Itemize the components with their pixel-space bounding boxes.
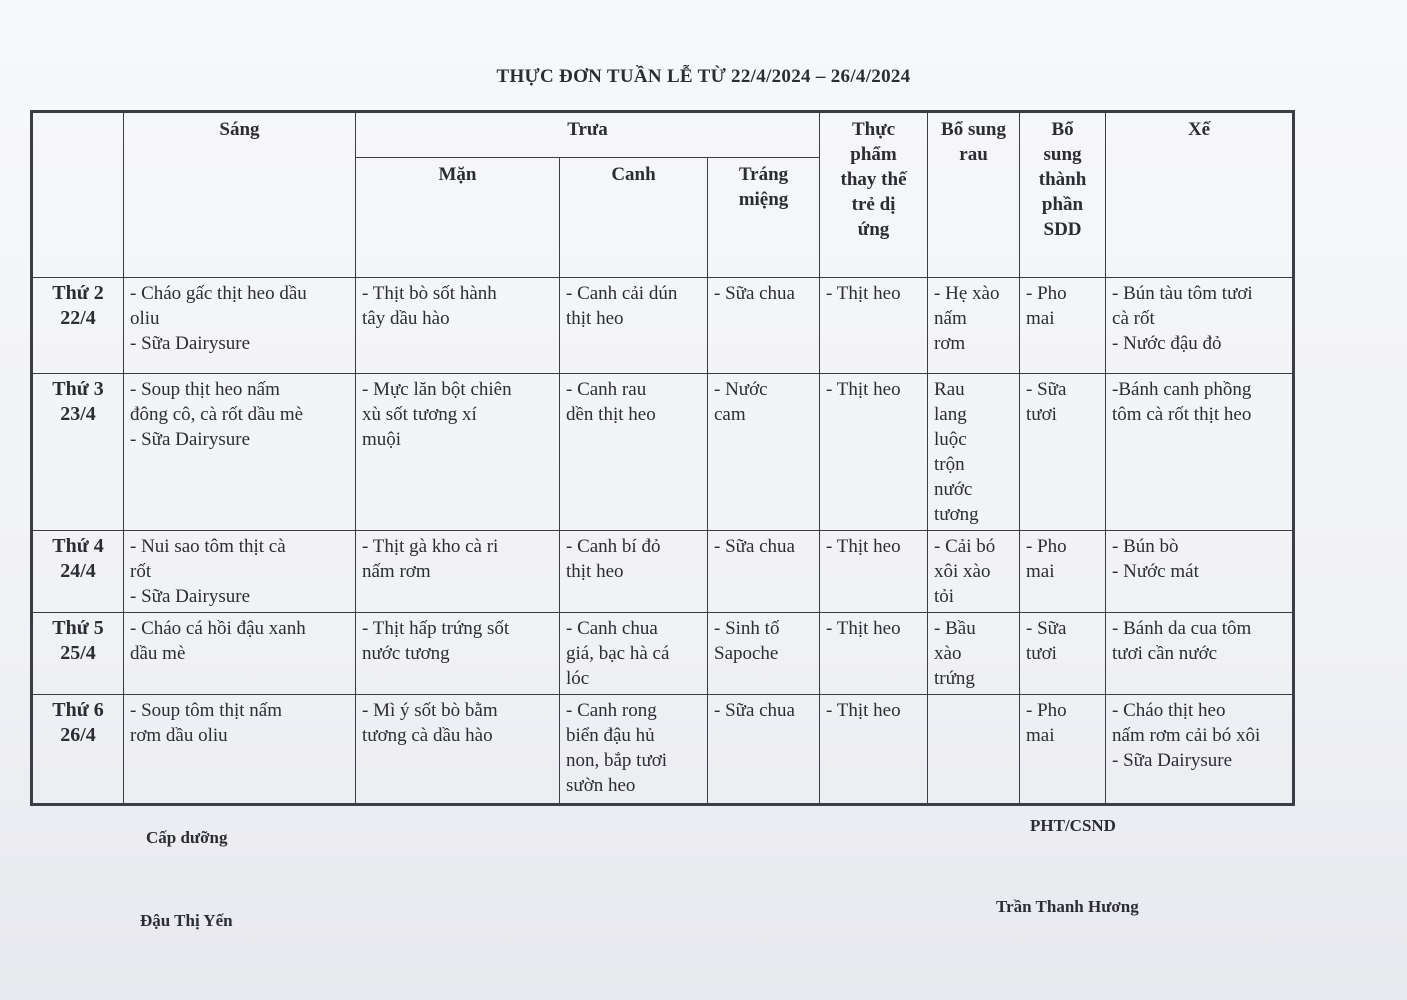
cell-line: oliu <box>130 308 160 329</box>
cell-line: - Mì ý sốt bò bằm <box>362 700 498 721</box>
header-day <box>32 112 124 278</box>
cell-line: - Cháo thịt heo <box>1112 700 1226 721</box>
header-man: Mặn <box>356 158 560 278</box>
cell-bo-sung-rau <box>928 531 1020 613</box>
cell-line: - Sữa chua <box>714 700 795 721</box>
cell-line: thành <box>1038 169 1087 190</box>
cell-line: - Bầu <box>934 618 976 639</box>
cell-line: luộc <box>934 429 967 450</box>
cell-line: thay thế <box>840 169 907 190</box>
cell-line: xôi xào <box>934 561 991 582</box>
cell-line: - Thịt heo <box>826 379 901 400</box>
signature-left-name: Đậu Thị Yến <box>140 911 233 930</box>
cell-line: miệng <box>738 189 789 210</box>
cell-man <box>356 613 560 695</box>
cell-line: - Canh bí đỏ <box>566 536 661 557</box>
cell-line: - Pho <box>1026 536 1067 557</box>
cell-line: tương <box>934 504 979 525</box>
cell-line: - Bún bò <box>1112 536 1179 557</box>
cell-line: mai <box>1026 308 1055 329</box>
day-label: Thứ 5 <box>52 617 104 639</box>
cell-line: phần <box>1041 194 1084 215</box>
cell-line: - Thịt bò sốt hành <box>362 283 497 304</box>
cell-line: lóc <box>566 668 590 689</box>
cell-line: - Pho <box>1026 283 1067 304</box>
cell-line: - Sữa Dairysure <box>130 333 251 354</box>
cell-line: tây dầu hào <box>362 308 450 329</box>
cell-line: đông cô, cà rốt dầu mè <box>130 404 304 425</box>
cell-line: - Thịt heo <box>826 536 901 557</box>
day-label: Thứ 2 <box>52 282 104 304</box>
cell-line: - Canh chua <box>566 618 658 639</box>
cell-line: nước tương <box>362 643 450 664</box>
cell-canh <box>560 613 708 695</box>
cell-line: rau <box>959 144 988 165</box>
header-canh: Canh <box>560 158 708 278</box>
cell-line: - Mực lăn bột chiên <box>362 379 512 400</box>
cell-day <box>32 613 124 695</box>
cell-line: - Cải bó <box>934 536 996 557</box>
cell-xe <box>1106 613 1294 695</box>
cell-line: tương cà dầu hào <box>362 725 493 746</box>
cell-man <box>356 695 560 805</box>
cell-sang <box>124 531 356 613</box>
header-bo-sung-sdd <box>1020 112 1106 278</box>
cell-man <box>356 531 560 613</box>
cell-line: mai <box>1026 561 1055 582</box>
cell-thay-the <box>820 613 928 695</box>
cell-line: rơm dầu oliu <box>130 725 228 746</box>
cell-trang-mieng <box>708 278 820 374</box>
cell-line: - Cháo gấc thịt heo dầu <box>130 283 307 304</box>
day-date: 25/4 <box>60 642 96 664</box>
cell-line: rơm <box>934 333 966 354</box>
cell-line: Tráng <box>738 164 789 185</box>
cell-man <box>356 374 560 531</box>
cell-day <box>32 374 124 531</box>
day-date: 23/4 <box>60 403 96 425</box>
cell-bo-sung-rau <box>928 695 1020 805</box>
cell-canh <box>560 278 708 374</box>
cell-line: - Cháo cá hồi đậu xanh <box>130 618 306 639</box>
cell-line: Bổ sung <box>941 119 1006 140</box>
table-row <box>32 278 1294 374</box>
cell-sang <box>124 278 356 374</box>
header-thuc-pham-thay-the <box>820 112 928 278</box>
cell-sang <box>124 613 356 695</box>
cell-line: ứng <box>857 219 890 240</box>
cell-line: giá, bạc hà cá <box>566 643 670 664</box>
cell-xe <box>1106 374 1294 531</box>
cell-line: trẻ dị <box>851 194 896 215</box>
cell-line: non, bắp tươi <box>566 750 668 771</box>
day-date: 24/4 <box>60 560 96 582</box>
cell-day <box>32 695 124 805</box>
cell-sang <box>124 695 356 805</box>
header-trua: Trưa <box>356 112 820 158</box>
cell-line: mai <box>1026 725 1055 746</box>
cell-line: SDD <box>1043 219 1082 240</box>
cell-line: - Nui sao tôm thịt cà <box>130 536 286 557</box>
cell-line: lang <box>934 404 967 425</box>
cell-sang <box>124 374 356 531</box>
cell-canh <box>560 374 708 531</box>
cell-line: - Sinh tố <box>714 618 780 639</box>
cell-trang-mieng <box>708 374 820 531</box>
cell-line: - Sữa chua <box>714 283 795 304</box>
cell-line: tươi cần nước <box>1112 643 1218 664</box>
cell-bo-sung-rau <box>928 278 1020 374</box>
cell-line: tôm cà rốt thịt heo <box>1112 404 1252 425</box>
cell-line: - Sữa <box>1026 379 1067 400</box>
cell-line: - Hẹ xào <box>934 283 1000 304</box>
cell-line: - Nước <box>714 379 768 400</box>
cell-line: sung <box>1043 144 1082 165</box>
cell-line: Thực <box>851 119 896 140</box>
day-label: Thứ 3 <box>52 378 104 400</box>
table-row <box>32 531 1294 613</box>
cell-canh <box>560 531 708 613</box>
cell-bo-sung-sdd <box>1020 374 1106 531</box>
cell-line: cam <box>714 404 746 425</box>
cell-line: - Sữa Dairysure <box>130 429 251 450</box>
cell-trang-mieng <box>708 531 820 613</box>
cell-line: trộn <box>934 454 965 475</box>
day-label: Thứ 4 <box>52 535 104 557</box>
cell-canh <box>560 695 708 805</box>
signature-left-title: Cấp dưỡng <box>146 828 228 847</box>
cell-bo-sung-sdd <box>1020 531 1106 613</box>
cell-line: - Canh rong <box>566 700 657 721</box>
cell-line: tỏi <box>934 586 955 607</box>
cell-line: - Bún tàu tôm tươi <box>1112 283 1253 304</box>
table-row <box>32 695 1294 805</box>
cell-line: thịt heo <box>566 308 624 329</box>
cell-line: Rau <box>934 379 965 400</box>
cell-day <box>32 278 124 374</box>
cell-line: - Nước đậu đỏ <box>1112 333 1222 354</box>
cell-line: - Soup thịt heo nấm <box>130 379 280 400</box>
cell-thay-the <box>820 278 928 374</box>
cell-xe <box>1106 278 1294 374</box>
cell-bo-sung-rau <box>928 613 1020 695</box>
cell-line: - Canh cải dún <box>566 283 678 304</box>
cell-bo-sung-sdd <box>1020 695 1106 805</box>
cell-thay-the <box>820 531 928 613</box>
header-bo-sung-rau <box>928 112 1020 278</box>
cell-bo-sung-sdd <box>1020 613 1106 695</box>
cell-line: xù sốt tương xí <box>362 404 477 425</box>
cell-line: - Thịt hấp trứng sốt <box>362 618 510 639</box>
cell-bo-sung-rau <box>928 374 1020 531</box>
cell-line: tươi <box>1026 404 1057 425</box>
cell-line: - Sữa Dairysure <box>130 586 251 607</box>
cell-line: tươi <box>1026 643 1057 664</box>
cell-line: - Thịt heo <box>826 618 901 639</box>
page-title: THỰC ĐƠN TUẦN LỄ TỪ 22/4/2024 – 26/4/2024 <box>496 66 911 87</box>
cell-line: - Thịt heo <box>826 283 901 304</box>
cell-line: rốt <box>130 561 152 582</box>
signature-right-title: PHT/CSND <box>1030 816 1116 835</box>
cell-line: - Bánh da cua tôm <box>1112 618 1252 639</box>
cell-line: - Thịt heo <box>826 700 901 721</box>
cell-line: trứng <box>934 668 975 689</box>
menu-body <box>32 278 1294 805</box>
cell-trang-mieng <box>708 695 820 805</box>
cell-line: thịt heo <box>566 561 624 582</box>
cell-line: - Thịt gà kho cà ri <box>362 536 499 557</box>
day-date: 26/4 <box>60 724 96 746</box>
cell-line: - Soup tôm thịt nấm <box>130 700 282 721</box>
cell-line: - Pho <box>1026 700 1067 721</box>
cell-line: nấm rơm <box>362 561 431 582</box>
cell-thay-the <box>820 695 928 805</box>
cell-xe <box>1106 531 1294 613</box>
day-label: Thứ 6 <box>52 699 104 721</box>
cell-trang-mieng <box>708 613 820 695</box>
cell-line: sườn heo <box>566 775 636 796</box>
cell-thay-the <box>820 374 928 531</box>
cell-line: nước <box>934 479 973 500</box>
cell-line: - Nước mát <box>1112 561 1199 582</box>
cell-line: nấm <box>934 308 967 329</box>
day-date: 22/4 <box>60 307 96 329</box>
cell-line: - Sữa chua <box>714 536 795 557</box>
cell-line: - Sữa <box>1026 618 1067 639</box>
cell-line: Bổ <box>1051 119 1074 140</box>
cell-line: muội <box>362 429 402 450</box>
cell-line: cà rốt <box>1112 308 1155 329</box>
cell-line: xào <box>934 643 962 664</box>
weekly-menu-table <box>30 110 1295 806</box>
table-row <box>32 374 1294 531</box>
cell-xe <box>1106 695 1294 805</box>
header-xe: Xế <box>1106 112 1294 278</box>
cell-line: - Sữa Dairysure <box>1112 750 1233 771</box>
cell-line: biển đậu hủ <box>566 725 655 746</box>
header-sang: Sáng <box>124 112 356 278</box>
cell-line: dầu mè <box>130 643 186 664</box>
cell-line: -Bánh canh phồng <box>1112 379 1252 400</box>
cell-man <box>356 278 560 374</box>
cell-line: Sapoche <box>714 643 779 664</box>
table-row <box>32 613 1294 695</box>
cell-line: dền thịt heo <box>566 404 656 425</box>
cell-day <box>32 531 124 613</box>
cell-line: nấm rơm cải bó xôi <box>1112 725 1261 746</box>
cell-bo-sung-sdd <box>1020 278 1106 374</box>
signature-right-name: Trần Thanh Hương <box>996 897 1139 916</box>
cell-line: - Canh rau <box>566 379 647 400</box>
header-trang-mieng <box>708 158 820 278</box>
cell-line: phẩm <box>850 144 897 165</box>
